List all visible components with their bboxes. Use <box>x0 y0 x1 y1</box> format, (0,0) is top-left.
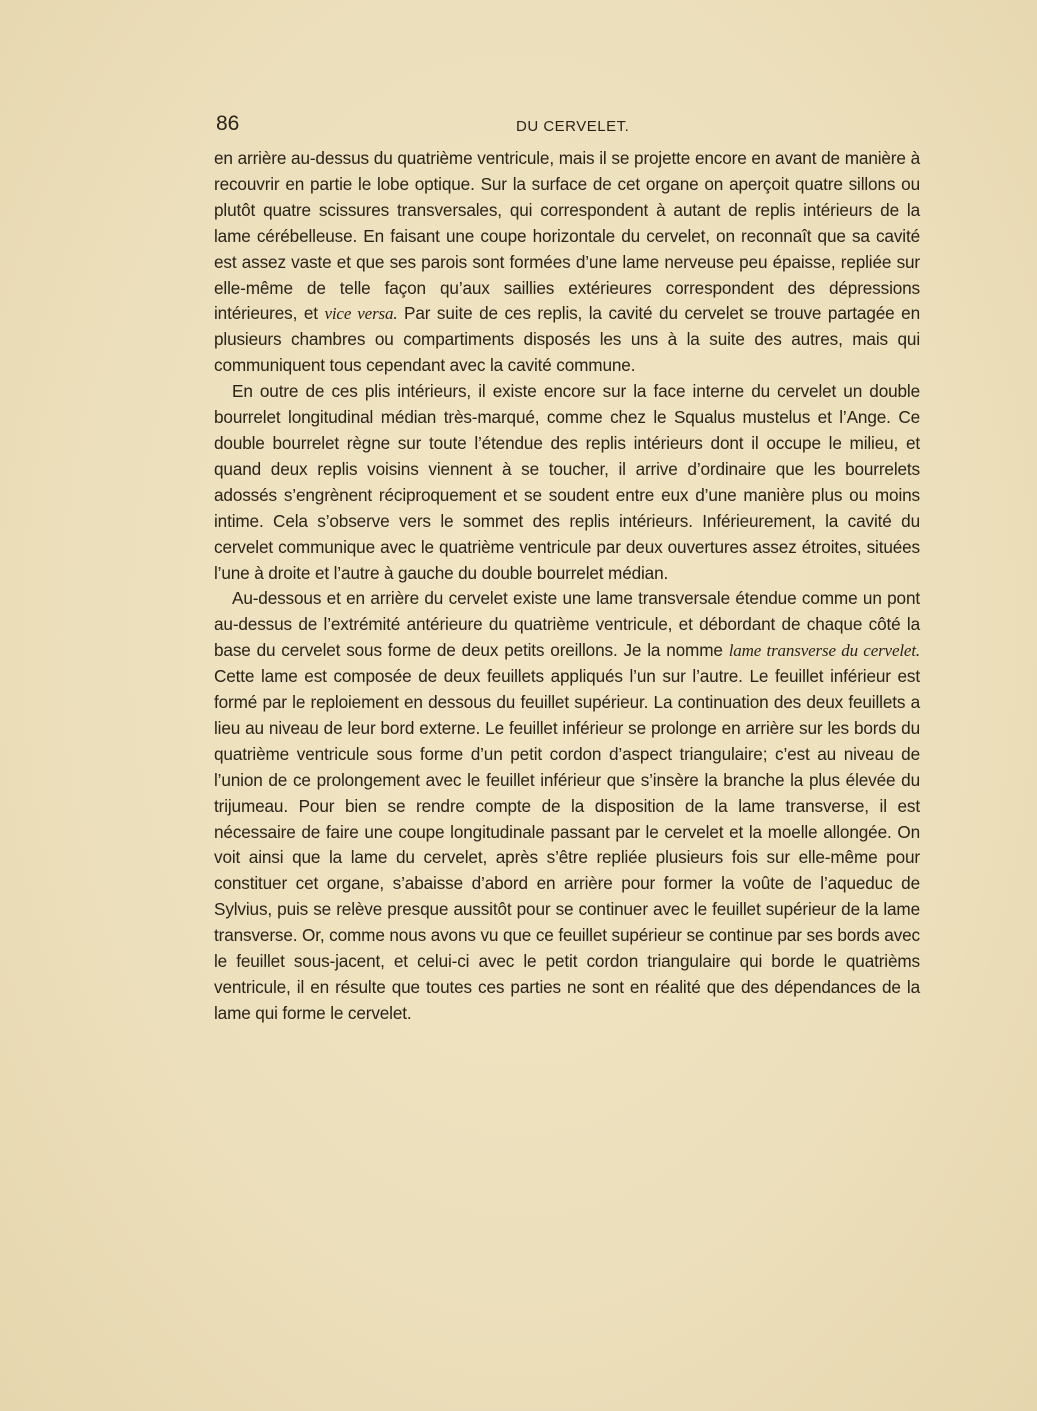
paragraph-3-text-b: Cette lame est composée de deux feuillets appliqués l’un sur l’autre. Le feuillet inférieur est formé par le reploiement en dessous du feuillet supérieur. La continuation des deux feuillets a lieu au niveau de leur bord externe. Le feuillet inférieur se prolonge en arrière sur les bords du quatrième ventricule sous forme d’un petit cordon d’aspect triangulaire; c’est au niveau de l’union de ce prolongement avec le feuillet inférieur que s’insère la branche la plus élevée du trijumeau. Pour bien se rendre compte de la disposition de la lame transverse, il est nécessaire de faire une coupe longitudinale passant par le cervelet et la moelle allongée. On voit ainsi que la lame du cervelet, après s’être repliée plusieurs fois sur elle-même pour constituer cet organe, s’abaisse d’abord en arrière pour former la voûte de l’aqueduc de Sylvius, puis se relève presque aussitôt pour se continuer avec le feuillet supérieur de la lame transverse. Or, comme nous avons vu que ce feuillet supérieur se continue par ses bords avec le feuillet sous-jacent, et celui-ci avec le petit cordon triangulaire qui borde le quatrièms ventricule, il en résulte que toutes ces parties ne sont en réalité que des dépendances de la lame qui forme le cervelet. <box>214 666 920 1023</box>
paragraph-2 <box>214 379 920 586</box>
paragraph-3-italic: lame transverse du cervelet. <box>728 641 920 661</box>
body-text <box>214 146 920 1027</box>
paragraph-1-text-a: en arrière au-dessus du quatrième ventricule, mais il se projette encore en avant de manière à recouvrir en partie le lobe optique. Sur la surface de cet organe on aperçoit quatre sillons ou plutôt quatre scissures transversales, qui correspondent à autant de replis intérieurs de la lame cérébelleuse. En faisant une coupe horizontale du cervelet, on reconnaît que sa cavité est assez vaste et que ses parois sont formées d’une lame nerveuse peu épaisse, repliée sur elle-même de telle façon qu’aux saillies extérieures correspondent des dépressions intérieures, et <box>214 148 920 324</box>
paragraph-1-text-b: Par suite de ces replis, la cavité du cervelet se trouve partagée en plusieurs chambres ou compartiments disposés les uns à la suite des autres, mais qui communiquent tous cependant avec la cavité commune. <box>214 303 920 376</box>
page-number: 86 <box>216 112 240 135</box>
paragraph-1 <box>214 146 920 379</box>
page-header <box>216 112 896 142</box>
running-title: DU CERVELET. <box>516 118 630 135</box>
paragraph-1-italic: vice versa. <box>324 304 398 324</box>
paragraph-3-text-a: Au-dessous et en arrière du cervelet existe une lame transversale étendue comme un pont au-dessus de l’extrémité antérieure du quatrième ventricule, et débordant de chaque côté la base du cervelet sous forme de deux petits oreillons. Je la nomme <box>214 588 920 661</box>
paragraph-3 <box>214 586 920 1026</box>
paragraph-2-text: En outre de ces plis intérieurs, il existe encore sur la face interne du cervelet un double bourrelet longitudinal médian très-marqué, comme chez le Squalus mustelus et l’Ange. Ce double bourrelet règne sur toute l’étendue des replis intérieurs dont il occupe le milieu, et quand deux replis voisins viennent à se toucher, il arrive d’ordinaire que les bourrelets adossés s’engrènent réciproquement et se soudent entre eux d’une manière plus ou moins intime. Cela s’observe vers le sommet des replis intérieurs. Inférieurement, la cavité du cervelet communique avec le quatrième ventricule par deux ouvertures assez étroites, situées l’une à droite et l’autre à gauche du double bourrelet médian. <box>214 381 920 583</box>
